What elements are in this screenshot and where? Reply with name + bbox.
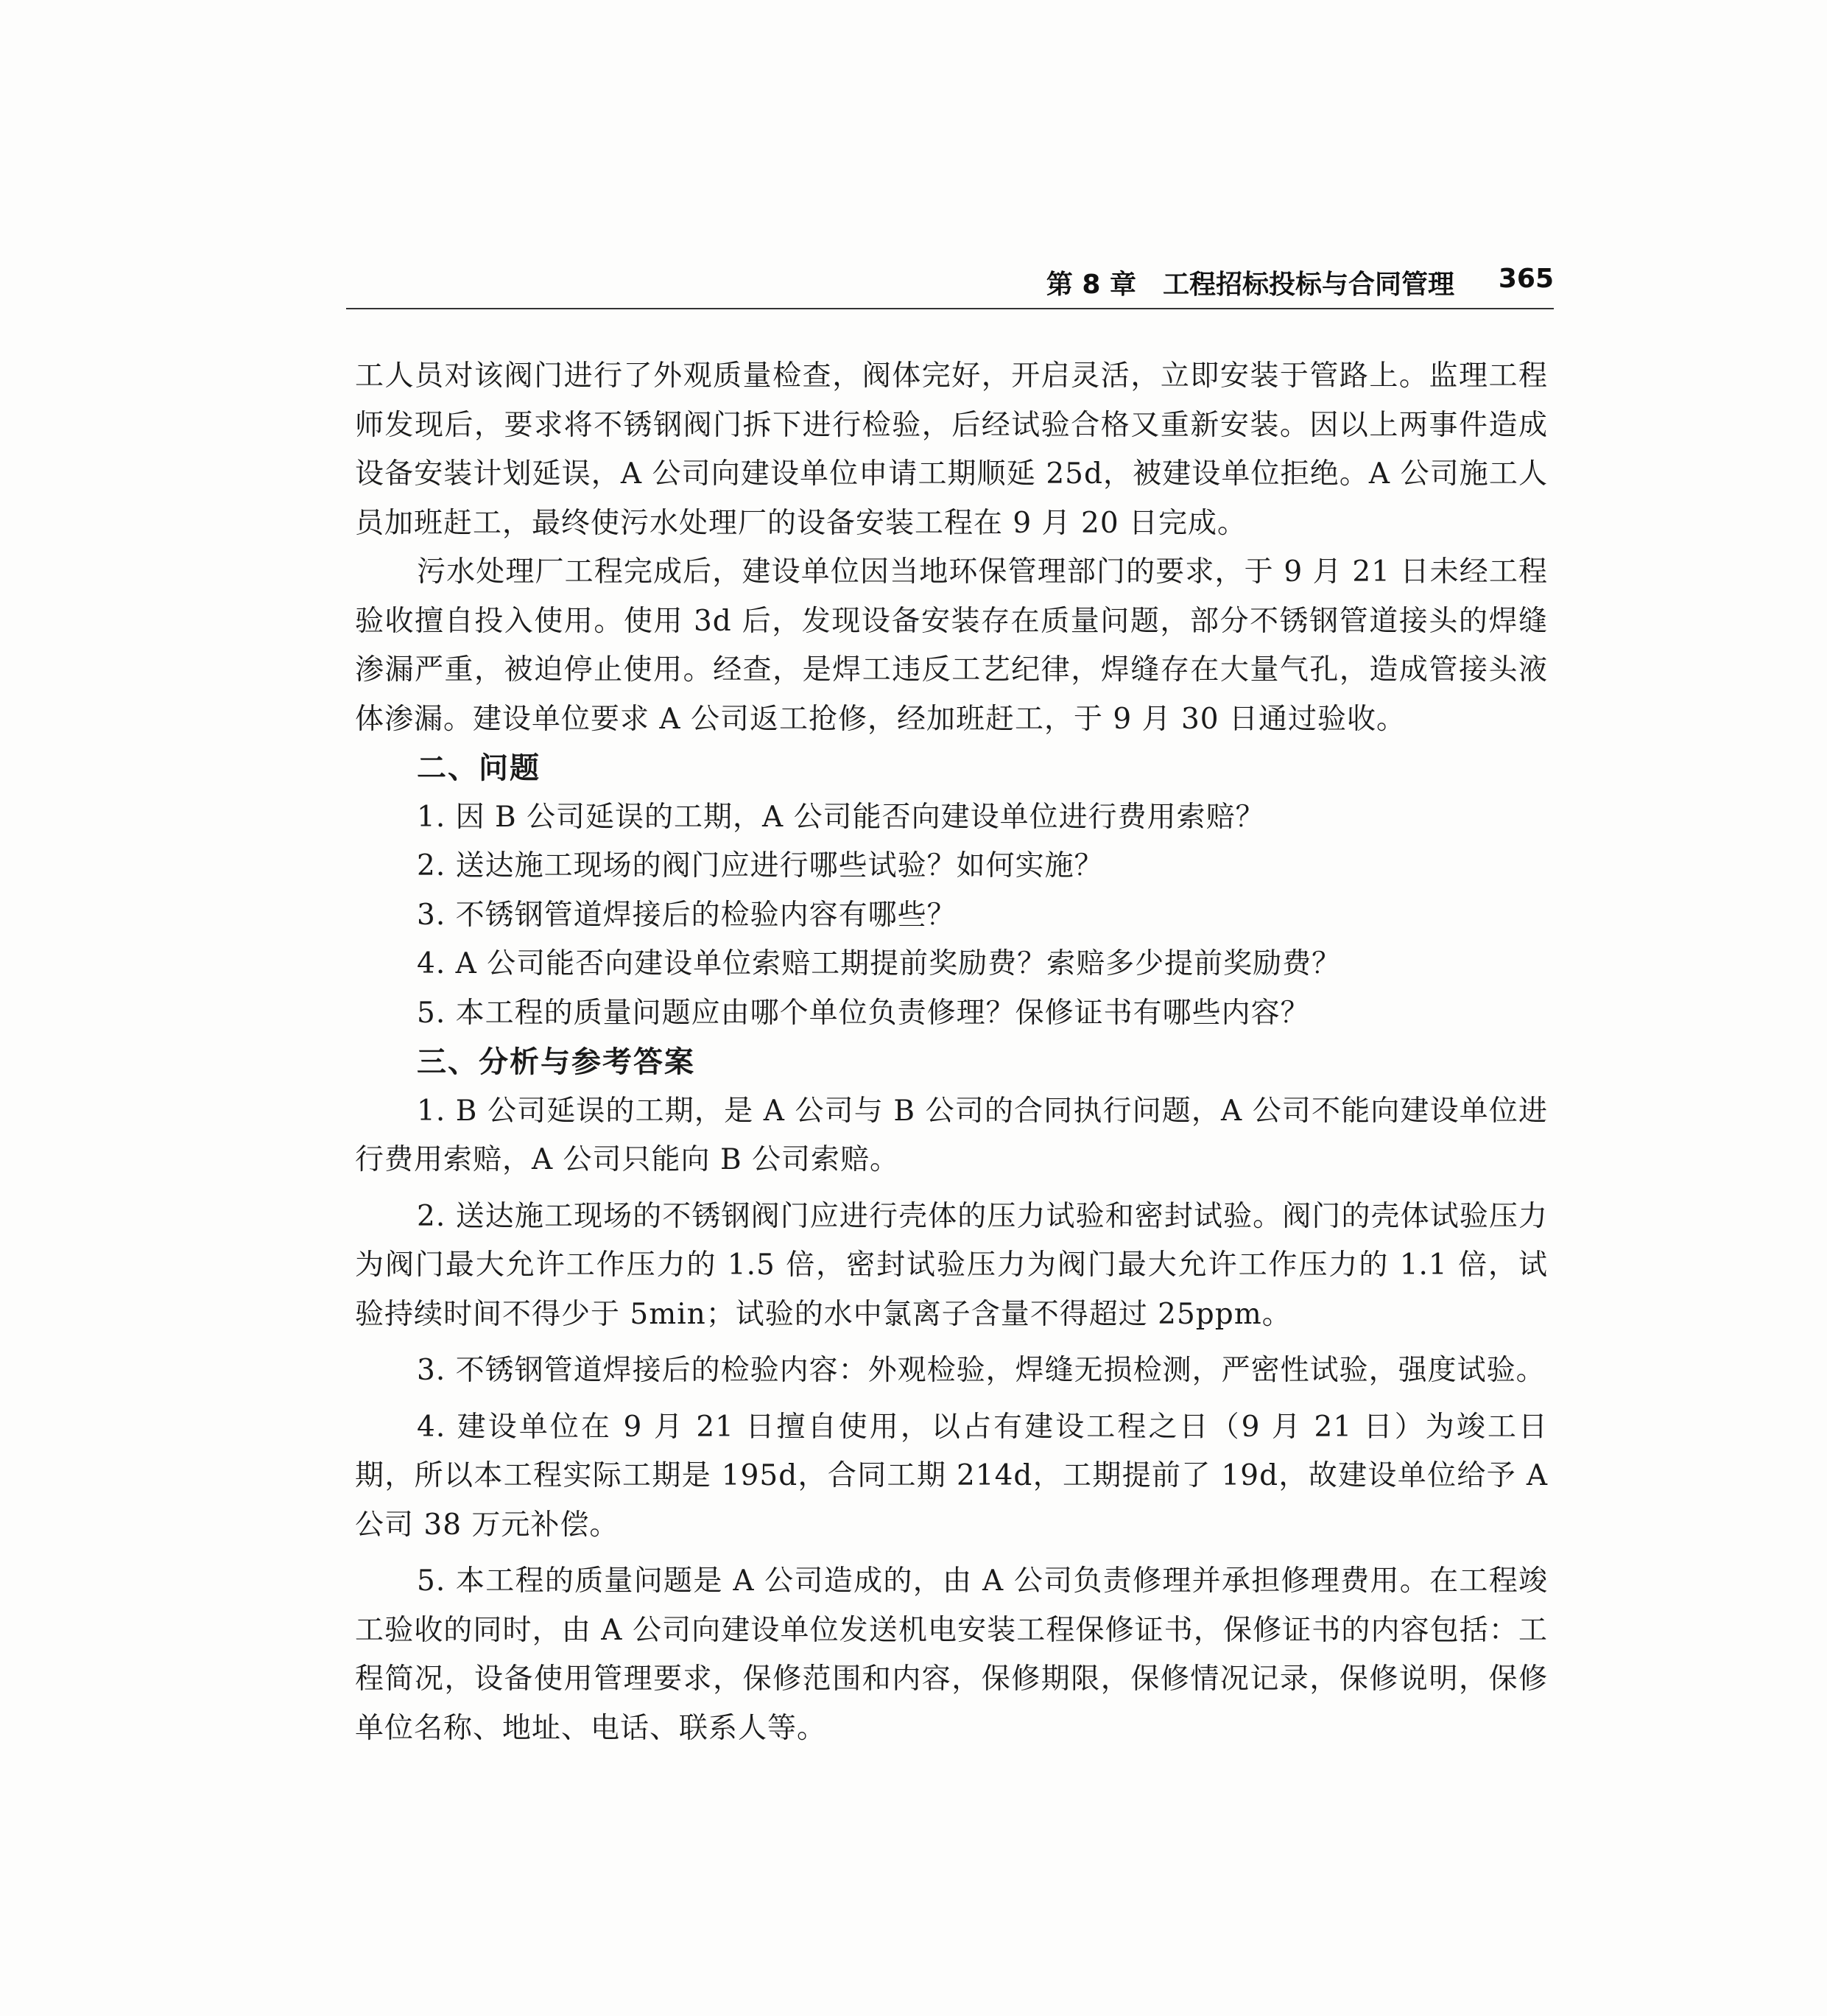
paragraph-gap: [355, 1396, 1548, 1403]
answers-heading: 三、分析与参考答案: [417, 1045, 695, 1079]
running-header: [346, 259, 1554, 301]
paragraph-acceptance: 污水处理厂工程完成后，建设单位因当地环保管理部门的要求，于 9 月 21 日未经工程验收擅自投入使用。使用 3d 后，发现设备安装存在质量问题，部分不锈钢管道接头的焊缝渗漏严重，被迫停止使用。经查，是焊工违反工艺纪律，焊缝存在大量气孔，造成管接头液体渗漏。建设单位要求 A 公司返工抢修，经加班赶工，于 9 月 30 日通过验收。: [355, 555, 1548, 736]
answer-item: 4. 建设单位在 9 月 21 日擅自使用，以占有建设工程之日（9 月 21 日）为竣工日期，所以本工程实际工期是 195d，合同工期 214d，工期提前了 19d，故建设单位给予 A 公司 38 万元补偿。: [355, 1410, 1548, 1542]
question-item: 4. A 公司能否向建设单位索赔工期提前奖励费？索赔多少提前奖励费？: [417, 947, 1342, 980]
questions-list: [355, 793, 1548, 1039]
paragraph-gap: [355, 1339, 1548, 1346]
question-item: 3. 不锈钢管道焊接后的检验内容有哪些？: [417, 898, 957, 932]
body-text: [355, 352, 1548, 1753]
questions-heading: 二、问题: [417, 751, 541, 785]
paragraph-continued: 工人员对该阀门进行了外观质量检查，阀体完好，开启灵活，立即安装于管路上。监理工程师发现后，要求将不锈钢阀门拆下进行检验，后经试验合格又重新安装。因以上两事件造成设备安装计划延误，A 公司向建设单位申请工期顺延 25d，被建设单位拒绝。A 公司施工人员加班赶工，最终使污水处理厂的设备安装工程在 9 月 20 日完成。: [355, 359, 1548, 540]
question-item: 1. 因 B 公司延误的工期，A 公司能否向建设单位进行费用索赔？: [417, 800, 1265, 834]
paragraph-gap: [355, 1185, 1548, 1193]
chapter-title: 第 8 章 工程招标投标与合同管理: [1046, 270, 1454, 300]
question-item: 2. 送达施工现场的阀门应进行哪些试验？如何实施？: [417, 849, 1104, 882]
header-rule: [346, 308, 1554, 309]
paragraph-gap: [355, 1550, 1548, 1557]
answer-item: 5. 本工程的质量问题是 A 公司造成的，由 A 公司负责修理并承担修理费用。在工程竣工验收的同时，由 A 公司向建设单位发送机电安装工程保修证书，保修证书的内容包括：工程简况，设备使用管理要求，保修范围和内容，保修期限，保修情况记录，保修说明，保修单位名称、地址、电话、联系人等。: [355, 1564, 1548, 1745]
answer-item: 2. 送达施工现场的不锈钢阀门应进行壳体的压力试验和密封试验。阀门的壳体试验压力为阀门最大允许工作压力的 1.5 倍，密封试验压力为阀门最大允许工作压力的 1.1 倍，试验持续时间不得少于 5min；试验的水中氯离子含量不得超过 25ppm。: [355, 1199, 1548, 1331]
answer-item: 1. B 公司延误的工期，是 A 公司与 B 公司的合同执行问题，A 公司不能向建设单位进行费用索赔，A 公司只能向 B 公司索赔。: [355, 1094, 1548, 1176]
answer-item: 3. 不锈钢管道焊接后的检验内容：外观检验，焊缝无损检测，严密性试验，强度试验。: [417, 1354, 1546, 1387]
page-number: 365: [1498, 264, 1554, 294]
question-item: 5. 本工程的质量问题应由哪个单位负责修理？保修证书有哪些内容？: [417, 996, 1310, 1030]
